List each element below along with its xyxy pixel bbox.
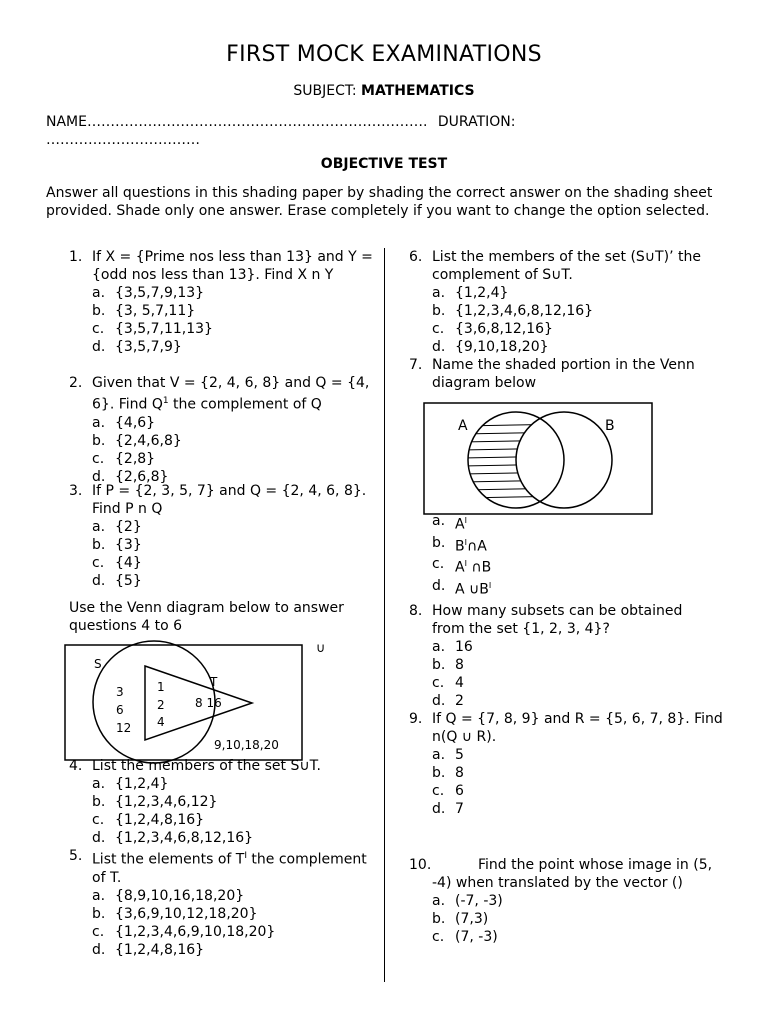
set-a-label: A <box>458 418 468 434</box>
duration-dots: …………………………… <box>46 132 200 148</box>
question-3 <box>69 482 375 590</box>
option: c. $A^I$ ∩B <box>432 556 492 576</box>
question-number: 6. <box>409 249 423 265</box>
question-number: 4. <box>69 758 83 774</box>
option: d. {2,6,8} <box>92 468 169 485</box>
question-4 <box>69 757 381 847</box>
question-stem: List the members of the set (S∪T)’ the complement of S∪T. <box>432 249 701 283</box>
options-list <box>92 518 375 590</box>
venn-value: 2 <box>157 698 165 712</box>
question-stem: List the elements of $T^I$ the complement of T. <box>92 851 367 886</box>
venn-intro: Use the Venn diagram below to answer questions 4 to 6 <box>69 600 344 634</box>
option: c. 6 <box>432 783 464 799</box>
venn-value: 12 <box>116 721 132 735</box>
option: d. {5} <box>92 573 142 589</box>
option: a. {3,5,7,9,13} <box>92 285 205 301</box>
option: a. {8,9,10,16,18,20} <box>92 887 245 904</box>
option: d. A $\cup B^I$ <box>432 577 492 598</box>
question-7-options <box>409 512 719 599</box>
venn-value: 3 <box>116 685 124 699</box>
venn-diagram-s-t <box>60 638 340 766</box>
question-1 <box>69 248 379 356</box>
question-stem: Find the point whose image in (5, -4) when translated by the vector () <box>432 857 713 891</box>
subject-value: MATHEMATICS <box>361 83 475 99</box>
venn-value: 8 16 <box>195 696 222 710</box>
question-stem: List the members of the set S∪T. <box>92 758 321 774</box>
option: c. {3,5,7,11,13} <box>92 321 213 337</box>
option: c. (7, -3) <box>432 929 498 945</box>
subject-line <box>0 83 768 99</box>
column-divider <box>384 248 385 982</box>
question-stem: If X = {Prime nos less than 13} and Y = {odd nos less than 13}. Find X n Y <box>92 249 373 283</box>
name-label: NAME………………………………………………………………. <box>46 114 428 130</box>
option: b. {1,2,3,4,6,12} <box>92 794 218 810</box>
venn-value: 1 <box>157 680 165 694</box>
option: a. {2} <box>92 519 142 535</box>
option: b. {3,6,9,10,12,18,20} <box>92 905 258 922</box>
option: b. {1,2,3,4,6,8,12,16} <box>432 303 594 319</box>
option: c. {2,8} <box>92 450 156 467</box>
venn-value: 6 <box>116 703 124 717</box>
question-number: 1. <box>69 249 83 265</box>
option: b. (7,3) <box>432 911 489 927</box>
question-number: 10. <box>409 857 432 873</box>
option: c. {4} <box>92 555 142 571</box>
option: a. $A^I$ <box>432 513 467 533</box>
name-duration-line <box>46 113 736 149</box>
option: b. 8 <box>432 657 464 673</box>
set-s-label: S <box>94 657 102 671</box>
question-number: 8. <box>409 603 423 619</box>
question-5 <box>69 847 381 959</box>
question-stem: Name the shaded portion in the Venn diagram below <box>432 357 695 391</box>
venn-value: 9,10,18,20 <box>214 738 279 752</box>
option: b. 8 <box>432 765 464 781</box>
question-9 <box>409 710 725 818</box>
section-title: OBJECTIVE TEST <box>320 156 448 172</box>
subject-label: SUBJECT: <box>293 83 357 99</box>
option: d. {1,2,4,8,16} <box>92 941 205 958</box>
venn-diagram-a-b <box>422 400 657 518</box>
option: b. $B^I\cap A$ <box>432 534 487 555</box>
option: d. {9,10,18,20} <box>432 339 549 355</box>
instructions: Answer all questions in this shading paper by shading the correct answer on the shading sheet provided. Shade only one answer. Erase completely if you want to change the option selected. <box>46 185 713 219</box>
option: a. 16 <box>432 639 473 655</box>
set-t-label: T <box>210 675 218 689</box>
option: d. {1,2,3,4,6,8,12,16} <box>92 830 254 846</box>
duration-label: DURATION: <box>437 114 516 130</box>
question-number: 5. <box>69 848 83 864</box>
option: b. {3, 5,7,11} <box>92 303 196 319</box>
options-list <box>92 414 381 486</box>
question-number: 9. <box>409 711 423 727</box>
set-b-label: B <box>605 418 615 434</box>
option: c. {3,6,8,12,16} <box>432 321 553 337</box>
options-list <box>92 775 381 847</box>
option: d. 2 <box>432 693 464 709</box>
option: c. {1,2,3,4,6,9,10,18,20} <box>92 923 276 940</box>
question-number: 3. <box>69 483 83 499</box>
option: a. {1,2,4} <box>432 285 509 301</box>
question-stem: How many subsets can be obtained from the set {1, 2, 3, 4}? <box>432 603 683 637</box>
option: a. (-7, -3) <box>432 893 503 909</box>
question-7 <box>409 356 719 392</box>
question-8 <box>409 602 719 710</box>
option: a. {4,6} <box>92 414 156 431</box>
question-stem: Given that V = {2, 4, 6, 8} and Q = {4, 6}. Find $Q^1$ the complement of Q <box>92 375 370 413</box>
option: b. {3} <box>92 537 142 553</box>
question-10 <box>409 856 725 946</box>
question-stem: If P = {2, 3, 5, 7} and Q = {2, 4, 6, 8}. Find P n Q <box>92 483 367 517</box>
question-number: 2. <box>69 375 83 391</box>
option: a. {1,2,4} <box>92 776 169 792</box>
options-list <box>432 512 719 599</box>
options-list <box>432 284 719 356</box>
option: d. {3,5,7,9} <box>92 339 182 355</box>
option: b. {2,4,6,8} <box>92 432 182 449</box>
options-list <box>92 284 379 356</box>
options-list <box>432 746 725 818</box>
options-list <box>432 892 725 946</box>
venn-value: 4 <box>157 715 165 729</box>
option: d. 7 <box>432 801 464 817</box>
option: c. {1,2,4,8,16} <box>92 812 205 828</box>
question-number: 7. <box>409 357 423 373</box>
universal-symbol: ∪ <box>316 641 326 656</box>
options-list <box>432 638 719 710</box>
question-6 <box>409 248 719 356</box>
exam-title: FIRST MOCK EXAMINATIONS <box>226 42 542 67</box>
question-2 <box>69 374 381 486</box>
options-list <box>92 887 381 959</box>
option: a. 5 <box>432 747 464 763</box>
option: c. 4 <box>432 675 464 691</box>
question-stem: If Q = {7, 8, 9} and R = {5, 6, 7, 8}. Find n(Q ∪ R). <box>432 711 723 745</box>
